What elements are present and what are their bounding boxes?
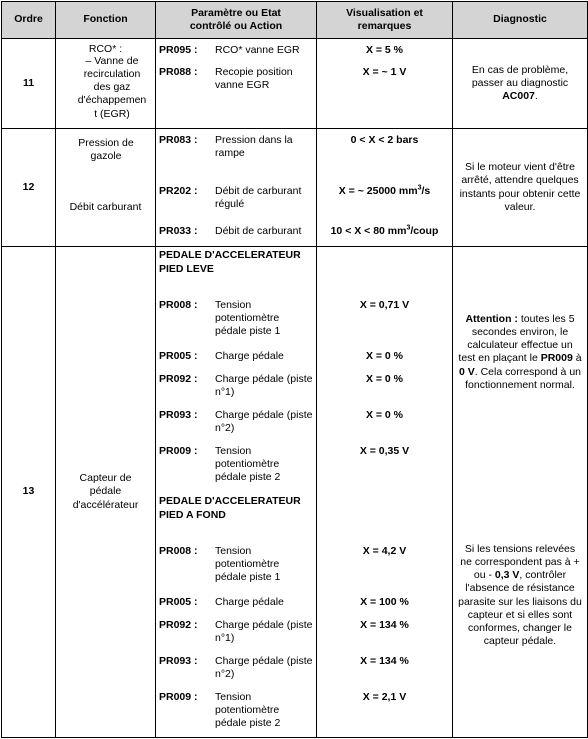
diag-13-attention: [458, 313, 582, 392]
param-code: PR005 :: [159, 596, 198, 608]
header-visualisation: [317, 2, 453, 39]
diag-12: [453, 129, 588, 247]
param-desc: Tension potentiomètre pédale piste 2: [215, 691, 281, 730]
diag-13-attention-code: PR009: [540, 352, 573, 365]
vis-value: X = 2,1 V: [362, 691, 407, 703]
section-pied-a-fond: PEDALE D'ACCELERATEUR PIED A FOND: [159, 495, 301, 521]
vis-11: [317, 39, 453, 129]
vis-value: [317, 225, 452, 238]
param-desc: Charge pédale (piste n°2): [215, 409, 313, 435]
param-desc: RCO* vanne EGR: [215, 44, 300, 56]
param-code: PR083 :: [159, 134, 198, 146]
vis-value: X = 4,2 V: [362, 545, 407, 557]
table-row-13: [2, 247, 588, 738]
param-desc: Tension potentiomètre pédale piste 2: [215, 445, 281, 484]
vis-value: [317, 185, 452, 198]
vis-value: X = 5 %: [365, 44, 404, 56]
diag-13-attention-text2: à: [575, 352, 582, 365]
fonction-11-text: – Vanne de recirculation des gaz d'échappemen t (EGR): [77, 55, 147, 120]
param-desc: Charge pédale: [215, 350, 284, 362]
ordre-12: 12: [2, 129, 56, 247]
vis-value: X = ~ 1 V: [362, 66, 407, 78]
section-pied-leve: PEDALE D'ACCELERATEUR PIED LEVE: [159, 249, 301, 275]
diag-13-attention-val: 0 V: [459, 365, 475, 378]
fonction-12: [56, 129, 156, 247]
param-code: PR008 :: [159, 299, 198, 311]
vis-value: X = 0,35 V: [359, 445, 410, 457]
diag-12-text: Si le moteur vient d'être arrêté, attendre quelques instants pour obtenir cette valeur.: [459, 161, 581, 213]
param-code: PR033 :: [159, 225, 198, 237]
diag-13-tensions-text2: , contrôler l'absence de résistance parasite sur les liaisons du capteur et si elles sont conformes, changer le capteur pédale.: [458, 569, 582, 647]
diag-13-attention-label: Attention :: [465, 313, 518, 325]
diag-13-attention-text1: toutes les 5 secondes environ, le calculateur effectue un test en plaçant le: [458, 313, 575, 365]
header-parametre: [156, 2, 317, 39]
header-diagnostic: Diagnostic: [453, 2, 588, 39]
ordre-11: 11: [2, 39, 56, 129]
param-code: PR008 :: [159, 545, 198, 557]
ordre-13: 13: [2, 247, 56, 738]
table-row-12: [2, 129, 588, 247]
param-code: PR202 :: [159, 185, 198, 197]
diag-11-part1: En cas de problème, passer au diagnostic: [471, 63, 569, 89]
diag-13-tensions-text1: Si les tensions relevées ne correspondent pas à + ou -: [460, 543, 580, 582]
vis-value-sup: 3: [406, 224, 411, 232]
param-desc: Recopie position vanne EGR: [215, 66, 293, 92]
diag-11-period: .: [534, 90, 538, 103]
fonction-11-title: RCO* :: [88, 43, 123, 55]
fonction-12-pression: Pression de gazole: [78, 137, 134, 163]
param-11: [156, 39, 317, 129]
fonction-13: [56, 247, 156, 738]
vis-13: [317, 247, 453, 738]
vis-12: [317, 129, 453, 247]
diag-13-tensions-val: 0,3 V: [494, 569, 520, 582]
header-fonction: Fonction: [56, 2, 156, 39]
param-code: PR088 :: [159, 66, 198, 78]
param-desc: Tension potentiomètre pédale piste 1: [215, 545, 281, 584]
vis-value-main: 10 < X < 80 mm: [330, 225, 407, 237]
fonction-12-debit: Débit carburant: [69, 201, 142, 213]
diag-13-attention-text3: . Cela correspond à un fonctionnement normal.: [465, 365, 581, 391]
diagnostic-table: [1, 1, 588, 738]
param-desc: Débit de carburant: [215, 225, 302, 237]
diag-11-code: AC007: [502, 90, 535, 103]
header-row: [2, 2, 588, 39]
fonction-13-text: Capteur de pédale d'accélérateur: [72, 472, 139, 511]
header-parametre-text: Paramètre ou Etat contrôlé ou Action: [189, 6, 283, 32]
param-code: PR093 :: [159, 655, 198, 667]
param-desc: Charge pédale (piste n°1): [215, 373, 313, 399]
param-desc: Charge pédale (piste n°2): [215, 655, 313, 681]
vis-value: X = 134 %: [360, 619, 409, 631]
param-code: PR095 :: [159, 44, 198, 56]
param-code: PR092 :: [159, 373, 198, 385]
param-code: PR009 :: [159, 445, 198, 457]
diag-13-tensions: [458, 543, 582, 648]
vis-value-sup: 3: [417, 184, 422, 192]
fonction-11: [56, 39, 156, 129]
header-visualisation-text: Visualisation et remarques: [346, 6, 423, 32]
param-code: PR092 :: [159, 619, 198, 631]
diag-13: [453, 247, 588, 738]
vis-value-after: /coup: [410, 225, 439, 237]
vis-value: X = 100 %: [360, 596, 409, 608]
param-code: PR005 :: [159, 350, 198, 362]
param-desc: Charge pédale: [215, 596, 284, 608]
param-desc: Pression dans la rampe: [215, 134, 293, 160]
vis-value: X = 134 %: [360, 655, 409, 667]
param-12: [156, 129, 317, 247]
diag-11-text: [453, 64, 587, 103]
table-row-11: [2, 39, 588, 129]
vis-value-after: /s: [421, 185, 431, 197]
header-ordre: Ordre: [2, 2, 56, 39]
param-desc: Charge pédale (piste n°1): [215, 619, 313, 645]
param-desc: Débit de carburant régulé: [215, 185, 302, 211]
vis-value: X = 0 %: [365, 350, 404, 362]
param-desc: Tension potentiomètre pédale piste 1: [215, 299, 281, 338]
param-code: PR093 :: [159, 409, 198, 421]
param-13: [156, 247, 317, 738]
vis-value-main: X = ~ 25000 mm: [338, 185, 418, 197]
vis-value: X = 0,71 V: [359, 299, 410, 311]
vis-value: X = 0 %: [365, 373, 404, 385]
vis-value: 0 < X < 2 bars: [350, 134, 419, 146]
param-code: PR009 :: [159, 691, 198, 703]
vis-value: X = 0 %: [365, 409, 404, 421]
diag-11: [453, 39, 588, 129]
